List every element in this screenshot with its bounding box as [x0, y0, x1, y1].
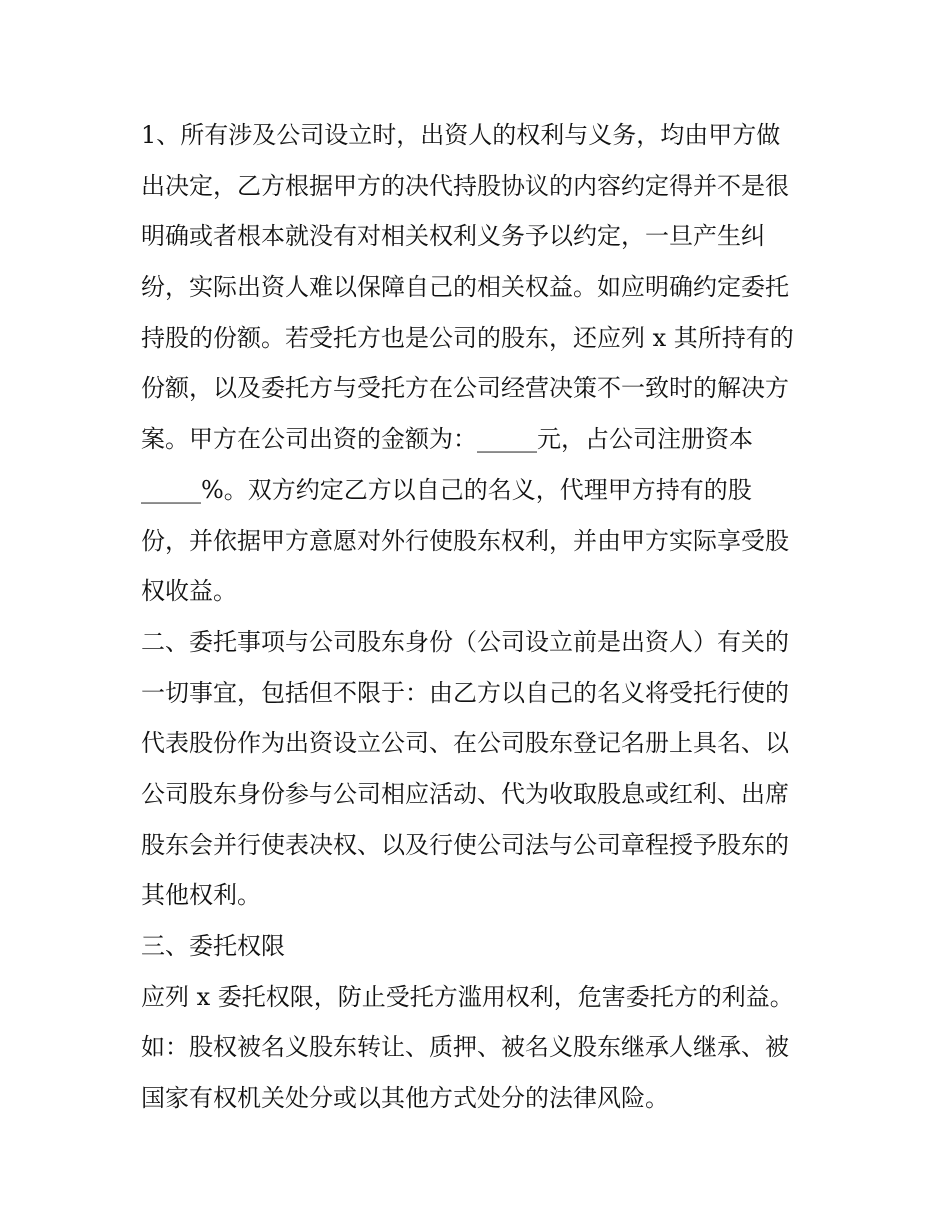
body-text-line: 出决定，乙方根据甲方的决代持股协议的内容约定得并不是很: [141, 171, 789, 200]
body-text-line: 代表股份作为出资设立公司、在公司股东登记名册上具名、以: [141, 729, 789, 758]
document-body: [141, 110, 821, 1124]
body-text-line: 公司股东身份参与公司相应活动、代为收取股息或红利、出席: [141, 779, 789, 808]
body-text-line: 一切事宜，包括但不限于：由乙方以自己的名义将受托行使的: [141, 678, 789, 707]
body-text-line: 份额，以及委托方与受托方在公司经营决策不一致时的解决方: [141, 374, 789, 403]
body-text-line: 国家有权机关处分或以其他方式处分的法律风险。: [141, 1084, 669, 1113]
body-text-line: 1、所有涉及公司设立时，出资人的权利与义务，均由甲方做: [141, 121, 781, 149]
body-text-line: _____%。双方约定乙方以自己的名义，代理甲方持有的股: [141, 475, 752, 504]
body-text-line: 股东会并行使表决权、以及行使公司法与公司章程授予股东的: [141, 830, 789, 859]
body-text-line: 明确或者根本就没有对相关权利义务予以约定，一旦产生纠: [141, 222, 765, 251]
section-heading-line: 三、委托权限: [141, 932, 285, 960]
body-text-line: 权收益。: [141, 577, 237, 606]
body-text-line: 案。甲方在公司出资的金额为：_____元，占公司注册资本: [141, 425, 753, 454]
body-text-line: 其他权利。: [141, 881, 261, 910]
body-text-line: 份，并依据甲方意愿对外行使股东权利，并由甲方实际享受股: [141, 526, 789, 555]
body-text-line: 应列 x 委托权限，防止受托方滥用权利，危害委托方的利益。: [141, 982, 794, 1011]
body-text-line: 如：股权被名义股东转让、质押、被名义股东继承人继承、被: [141, 1033, 789, 1062]
section-heading-line: 二、委托事项与公司股东身份（公司设立前是出资人）有关的: [141, 627, 789, 656]
body-text-line: 纷，实际出资人难以保障自己的相关权益。如应明确约定委托: [141, 273, 789, 302]
body-text-line: 持股的份额。若受托方也是公司的股东，还应列 x 其所持有的: [141, 323, 794, 352]
